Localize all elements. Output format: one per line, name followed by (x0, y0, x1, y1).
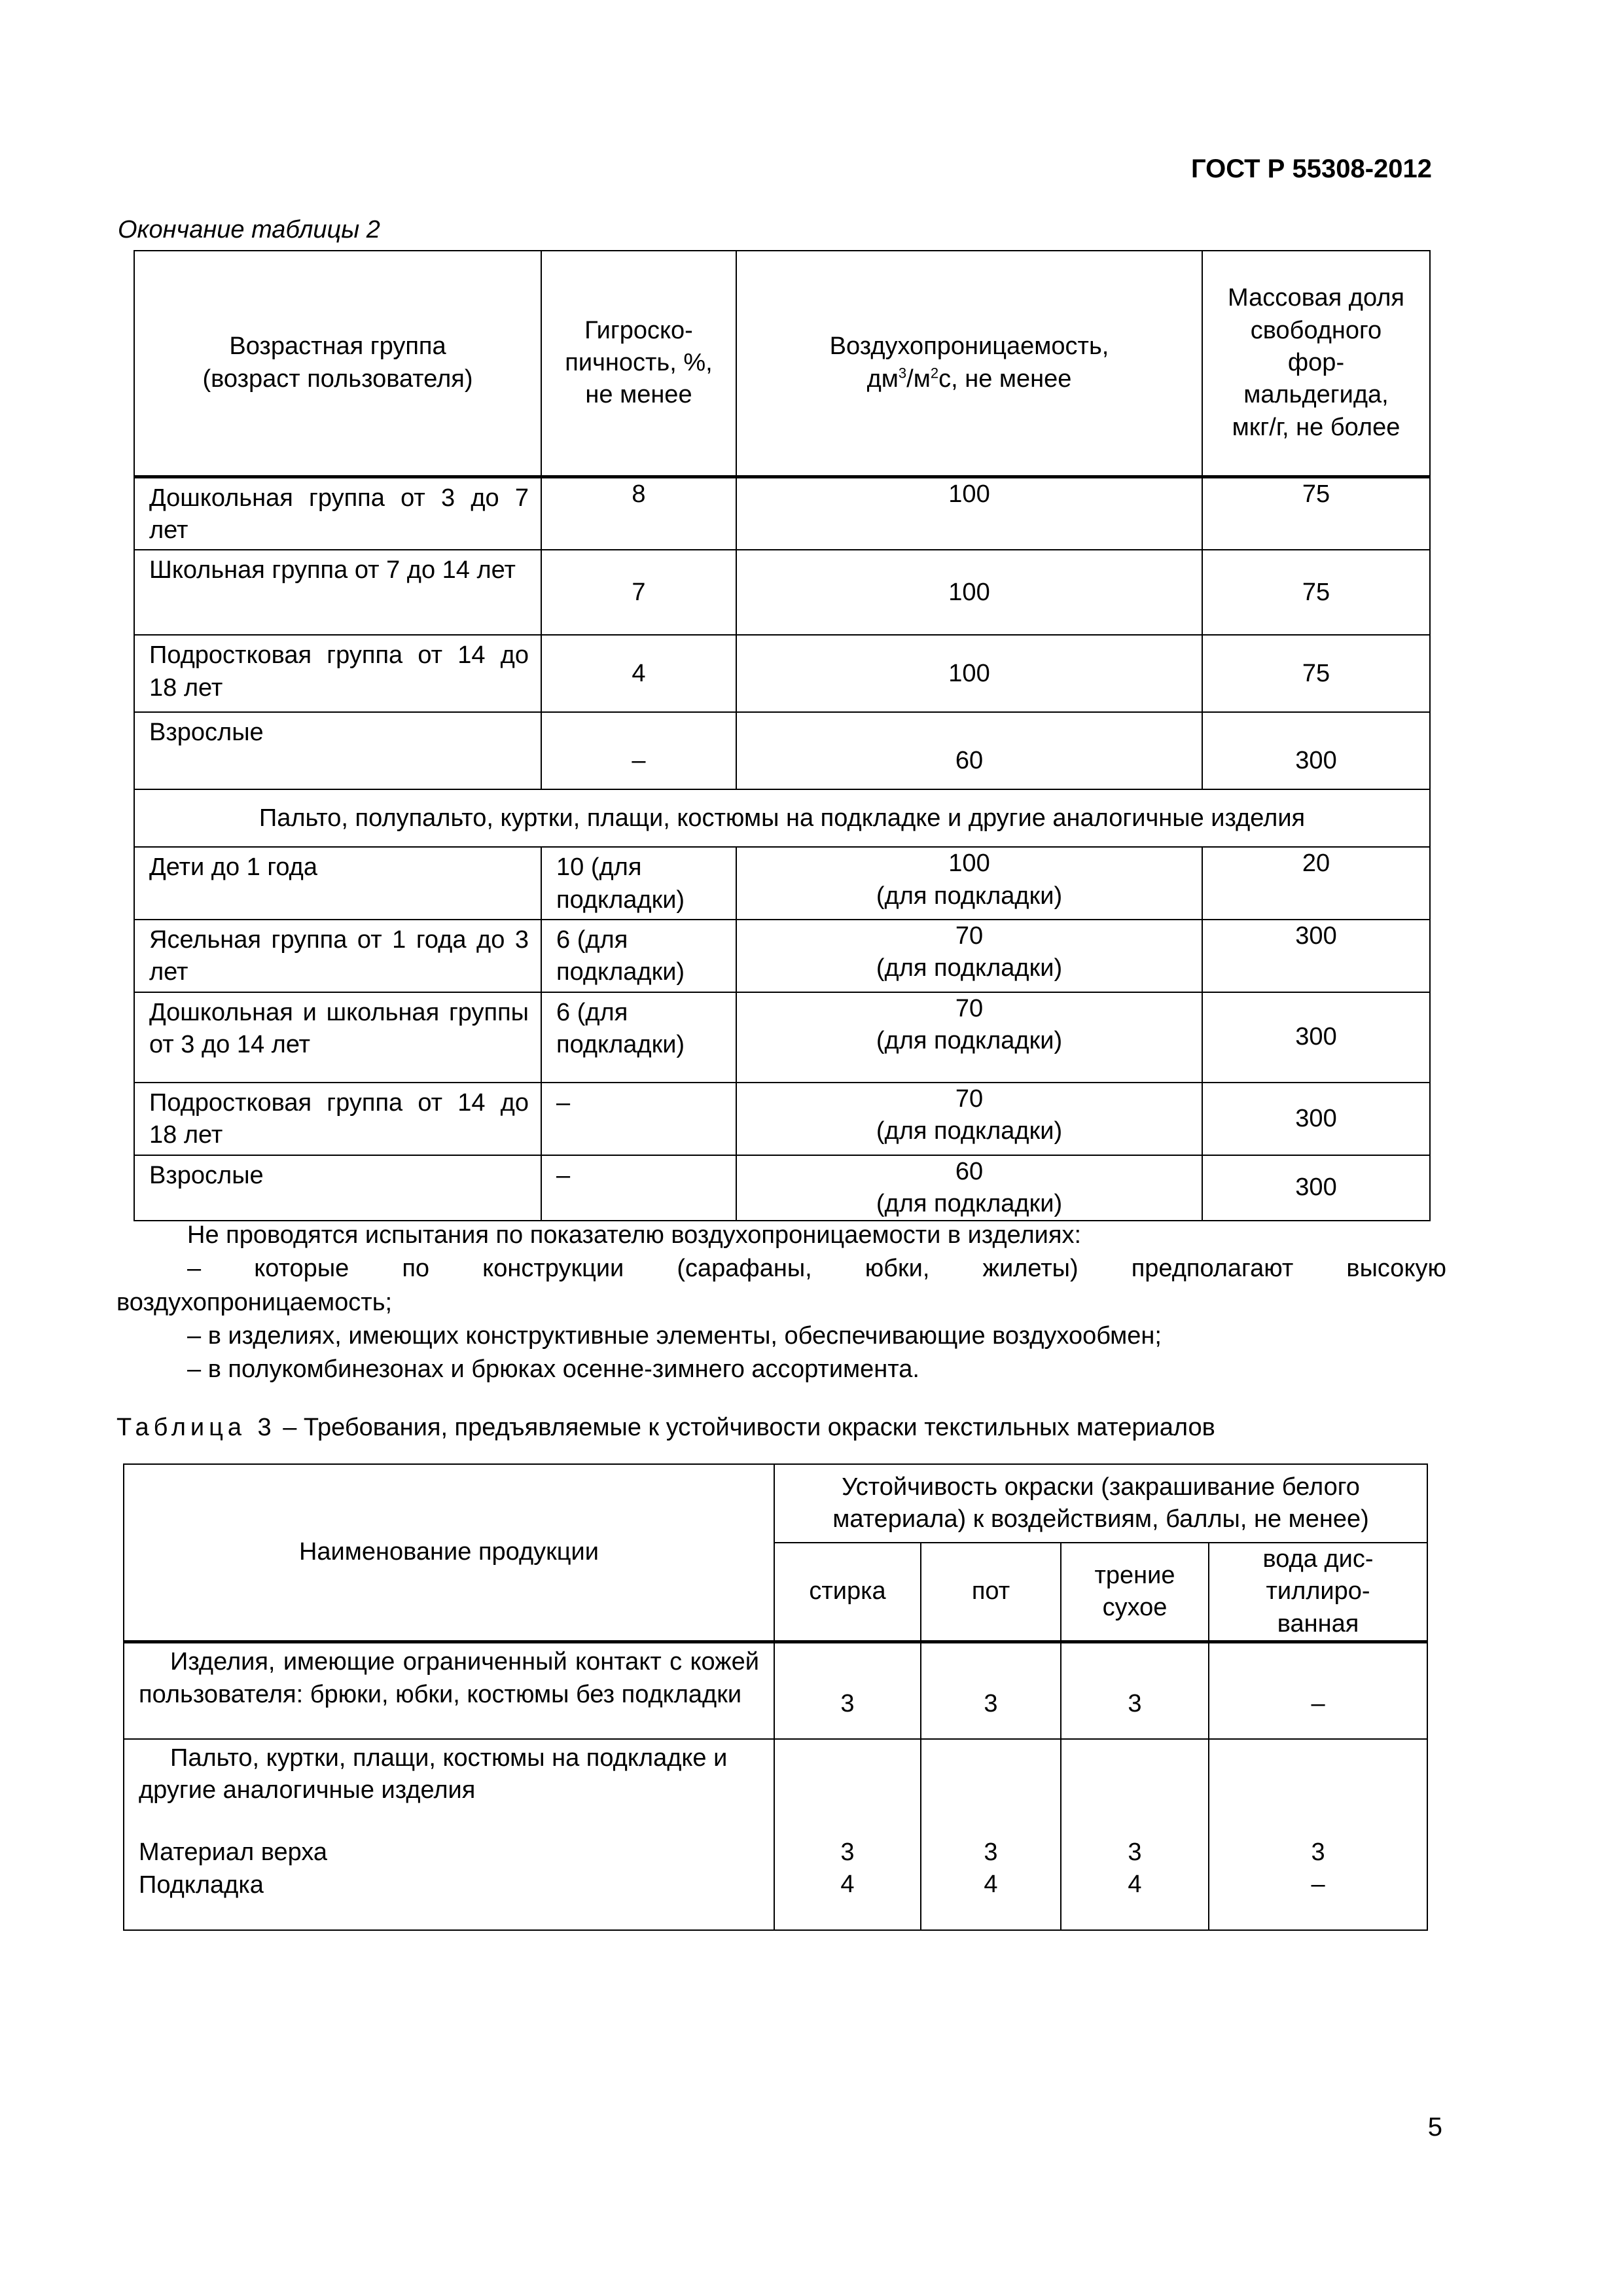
table-3 (123, 1463, 1428, 1931)
age-group-cell: Взрослые (134, 1155, 541, 1221)
document-code: ГОСТ Р 55308-2012 (1190, 154, 1432, 183)
hygro-cell: 6 (для подкладки) (541, 992, 736, 1083)
formaldehyde-cell: 75 (1202, 550, 1430, 635)
air-cell: 100 (для подкладки) (736, 847, 1202, 920)
header-color-fastness: Устойчивость окраски (закрашивание белого материала) к воздействиям, баллы, не менее) (774, 1464, 1427, 1543)
notes-item: – которые по конструкции (сарафаны, юбки, жилеты) предполагают высокую (187, 1255, 1446, 1283)
table-row (134, 635, 1430, 712)
table-row (134, 847, 1430, 920)
header-distilled-water: вода дис- тиллиро- ванная (1209, 1543, 1427, 1642)
header-hygroscopicity: Гигроско- пичность, %, не менее (541, 251, 736, 476)
age-group-cell: Дети до 1 года (134, 847, 541, 920)
hygro-cell: – (541, 1083, 736, 1155)
hygro-cell: 4 (541, 635, 736, 712)
notes-intro: Не проводятся испытания по показателю воздухопроницаемости в изделиях: (187, 1221, 1082, 1249)
formaldehyde-cell: 300 (1202, 1083, 1430, 1155)
product-name-cell: Пальто, куртки, плащи, костюмы на подкладке и другие аналогичные изделия Материал верха Подкладка (124, 1739, 774, 1930)
age-group-cell: Дошкольная группа от 3 до 7 лет (134, 476, 541, 550)
table-row (134, 550, 1430, 635)
header-formaldehyde: Массовая доля свободного фор- мальдегида, мкг/г, не более (1202, 251, 1430, 476)
notes-item: – в изделиях, имеющих конструктивные элементы, обеспечивающие воздухообмен; (187, 1321, 1162, 1350)
value-cell: 3 (1061, 1642, 1209, 1739)
formaldehyde-cell: 300 (1202, 992, 1430, 1083)
hygro-cell: – (541, 1155, 736, 1221)
formaldehyde-cell: 300 (1202, 712, 1430, 789)
hygro-cell: 7 (541, 550, 736, 635)
hygro-cell: 10 (для подкладки) (541, 847, 736, 920)
age-group-cell: Школьная группа от 7 до 14 лет (134, 550, 541, 635)
air-cell: 70 (для подкладки) (736, 992, 1202, 1083)
age-group-cell: Подростковая группа от 14 до 18 лет (134, 1083, 541, 1155)
product-name-cell: Изделия, имеющие ограниченный контакт с кожей пользователя: брюки, юбки, костюмы без подкладки (124, 1642, 774, 1739)
value-cell: 3 4 (1061, 1739, 1209, 1930)
hygro-cell: 6 (для подкладки) (541, 920, 736, 992)
hygro-cell: – (541, 712, 736, 789)
table-row (134, 920, 1430, 992)
air-cell: 100 (736, 476, 1202, 550)
table-row (124, 1642, 1427, 1739)
table-row (124, 1739, 1427, 1930)
age-group-cell: Дошкольная и школьная группы от 3 до 14 лет (134, 992, 541, 1083)
header-washing: стирка (774, 1543, 921, 1642)
notes-item-continuation: воздухопроницаемость; (116, 1288, 393, 1316)
header-product-name: Наименование продукции (124, 1464, 774, 1642)
table-row (134, 1083, 1430, 1155)
notes-item: – в полукомбинезонах и брюках осенне-зимнего ассортимента. (187, 1355, 919, 1384)
table-row (134, 712, 1430, 789)
header-age-group: Возрастная группа (возраст пользователя) (134, 251, 541, 476)
hygro-cell: 8 (541, 476, 736, 550)
value-cell: 3 4 (921, 1739, 1061, 1930)
table-row (134, 476, 1430, 550)
value-cell: 3 4 (774, 1739, 921, 1930)
notes-block (116, 1219, 1446, 1386)
table-continuation-caption: Окончание таблицы 2 (118, 216, 380, 243)
table-row (134, 992, 1430, 1083)
formaldehyde-cell: 75 (1202, 476, 1430, 550)
air-cell: 60 (736, 712, 1202, 789)
air-cell: 70 (для подкладки) (736, 1083, 1202, 1155)
table-2 (134, 250, 1431, 1221)
value-cell: 3 (774, 1642, 921, 1739)
air-cell: 100 (736, 635, 1202, 712)
page-number: 5 (1427, 2113, 1442, 2142)
value-cell: – (1209, 1642, 1427, 1739)
table-3-caption: Таблица 3 – Требования, предъявляемые к устойчивости окраски текстильных материалов (116, 1414, 1215, 1441)
header-dry-friction: трение сухое (1061, 1543, 1209, 1642)
formaldehyde-cell: 75 (1202, 635, 1430, 712)
formaldehyde-cell: 300 (1202, 1155, 1430, 1221)
value-cell: 3 – (1209, 1739, 1427, 1930)
table-row (134, 1155, 1430, 1221)
age-group-cell: Взрослые (134, 712, 541, 789)
air-cell: 60 (для подкладки) (736, 1155, 1202, 1221)
value-cell: 3 (921, 1642, 1061, 1739)
header-air-permeability: Воздухопроницаемость, $дм^3/м^2с$, не менее (736, 251, 1202, 476)
header-sweat: пот (921, 1543, 1061, 1642)
section-heading: Пальто, полупальто, куртки, плащи, костюмы на подкладке и другие аналогичные изделия (134, 789, 1430, 847)
air-cell: 100 (736, 550, 1202, 635)
age-group-cell: Ясельная группа от 1 года до 3 лет (134, 920, 541, 992)
formaldehyde-cell: 20 (1202, 847, 1430, 920)
formaldehyde-cell: 300 (1202, 920, 1430, 992)
age-group-cell: Подростковая группа от 14 до 18 лет (134, 635, 541, 712)
air-cell: 70 (для подкладки) (736, 920, 1202, 992)
